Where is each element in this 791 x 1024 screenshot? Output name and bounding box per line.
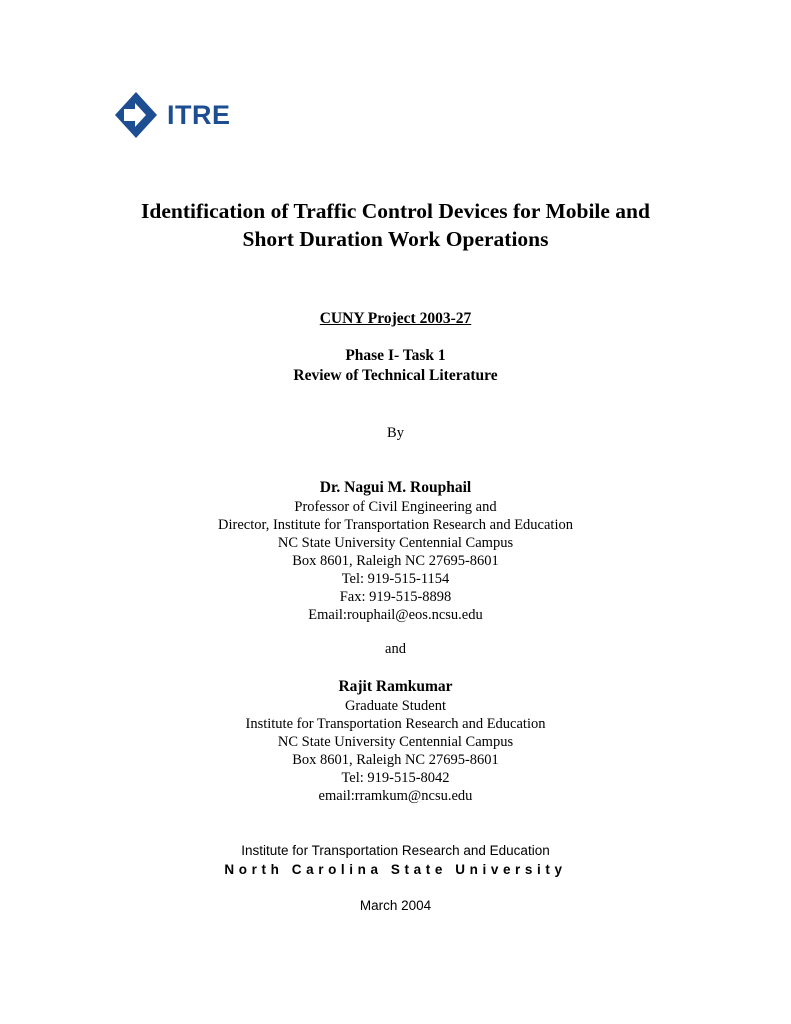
phase-title: Phase I- Task 1 [345, 347, 446, 364]
and-label: and [385, 641, 406, 657]
author1-name: Dr. Nagui M. Rouphail [319, 479, 472, 496]
author1-line: Fax: 919-515-8898 [339, 589, 452, 605]
author2-line: Box 8601, Raleigh NC 27695-8601 [292, 752, 499, 768]
author2-email: email:rramkum@ncsu.edu [318, 788, 473, 804]
title-line-2: Short Duration Work Operations [242, 227, 549, 251]
author1-line: Box 8601, Raleigh NC 27695-8601 [292, 553, 499, 569]
author1-block [0, 478, 791, 624]
footer-institute: Institute for Transportation Research and Education [241, 843, 550, 858]
by-label: By [387, 425, 404, 441]
author2-line: Graduate Student [344, 698, 447, 714]
project-number: CUNY Project 2003-27 [319, 310, 472, 327]
logo-text: ITRE [167, 99, 231, 130]
phase-block [0, 346, 791, 386]
author2-line: Tel: 919-515-8042 [341, 770, 450, 786]
author1-line: NC State University Centennial Campus [277, 535, 514, 551]
author1-line: Professor of Civil Engineering and [294, 499, 497, 515]
author2-block [0, 677, 791, 805]
document-title [0, 197, 791, 253]
footer-university: North Carolina State University [224, 862, 567, 877]
author2-name: Rajit Ramkumar [338, 678, 453, 695]
author2-line: Institute for Transportation Research and Education [245, 716, 546, 732]
footer-date: March 2004 [359, 898, 432, 913]
title-line-1: Identification of Traffic Control Devices for Mobile and [141, 199, 650, 223]
phase-subtitle: Review of Technical Literature [293, 367, 498, 384]
itre-arrow-icon [115, 92, 157, 138]
author1-line: Tel: 919-515-1154 [341, 571, 450, 587]
author1-line: Director, Institute for Transportation Research and Education [218, 517, 573, 533]
author1-email: Email:rouphail@eos.ncsu.edu [308, 607, 483, 623]
itre-logo [115, 92, 231, 138]
author2-line: NC State University Centennial Campus [277, 734, 514, 750]
